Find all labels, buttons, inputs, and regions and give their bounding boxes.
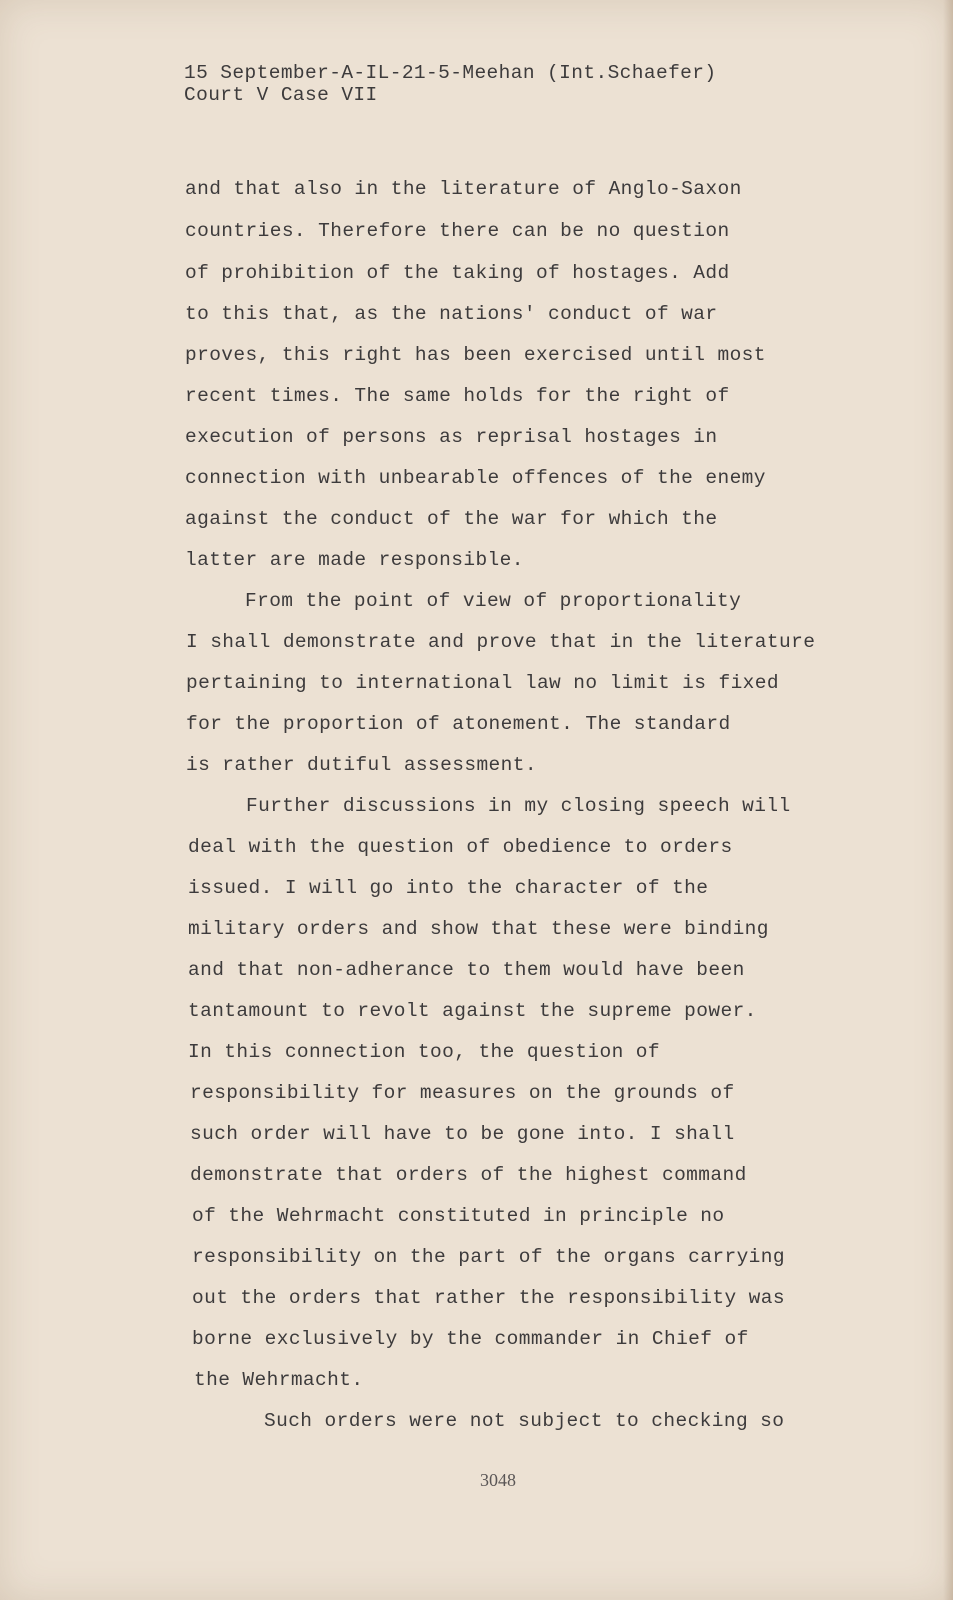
body-line: and that non-adherance to them would have been	[188, 959, 745, 981]
body-line: to this that, as the nations' conduct of war	[185, 303, 718, 325]
header-line-1: 15 September-A-IL-21-5-Meehan (Int.Schaefer)	[184, 62, 717, 84]
body-line: military orders and show that these were binding	[188, 918, 769, 940]
body-line: Further discussions in my closing speech will	[246, 795, 791, 817]
body-line: of the Wehrmacht constituted in principle no	[192, 1205, 725, 1227]
body-line: execution of persons as reprisal hostages in	[185, 426, 718, 448]
body-line: is rather dutiful assessment.	[186, 754, 537, 776]
body-line: the Wehrmacht.	[194, 1369, 364, 1391]
body-line: In this connection too, the question of	[188, 1041, 660, 1063]
body-line: countries. Therefore there can be no question	[185, 220, 730, 242]
page-number: 3048	[480, 1470, 516, 1490]
page-edge-shadow	[943, 0, 953, 1600]
body-line: demonstrate that orders of the highest command	[190, 1164, 747, 1186]
body-line: deal with the question of obedience to orders	[188, 836, 733, 858]
body-line: such order will have to be gone into. I shall	[190, 1123, 735, 1145]
body-line: borne exclusively by the commander in Chief of	[192, 1328, 749, 1350]
body-line: recent times. The same holds for the right of	[185, 385, 730, 407]
body-line: responsibility on the part of the organs carrying	[192, 1246, 785, 1268]
body-line: pertaining to international law no limit is fixed	[186, 672, 779, 694]
body-line: responsibility for measures on the grounds of	[190, 1082, 735, 1104]
body-line: latter are made responsible.	[185, 549, 524, 571]
body-line: and that also in the literature of Anglo-Saxon	[185, 178, 742, 200]
body-line: connection with unbearable offences of the enemy	[185, 467, 766, 489]
body-line: against the conduct of the war for which the	[185, 508, 718, 530]
body-line: out the orders that rather the responsibility was	[192, 1287, 785, 1309]
body-line: tantamount to revolt against the supreme power.	[188, 1000, 757, 1022]
header-line-2: Court V Case VII	[184, 84, 378, 106]
body-line: From the point of view of proportionality	[245, 590, 742, 612]
body-line: issued. I will go into the character of the	[188, 877, 709, 899]
body-line: for the proportion of atonement. The standard	[186, 713, 731, 735]
body-line: I shall demonstrate and prove that in the literature	[186, 631, 816, 653]
body-line: proves, this right has been exercised until most	[185, 344, 766, 366]
body-line: Such orders were not subject to checking so	[264, 1410, 785, 1432]
body-line: of prohibition of the taking of hostages. Add	[185, 262, 730, 284]
